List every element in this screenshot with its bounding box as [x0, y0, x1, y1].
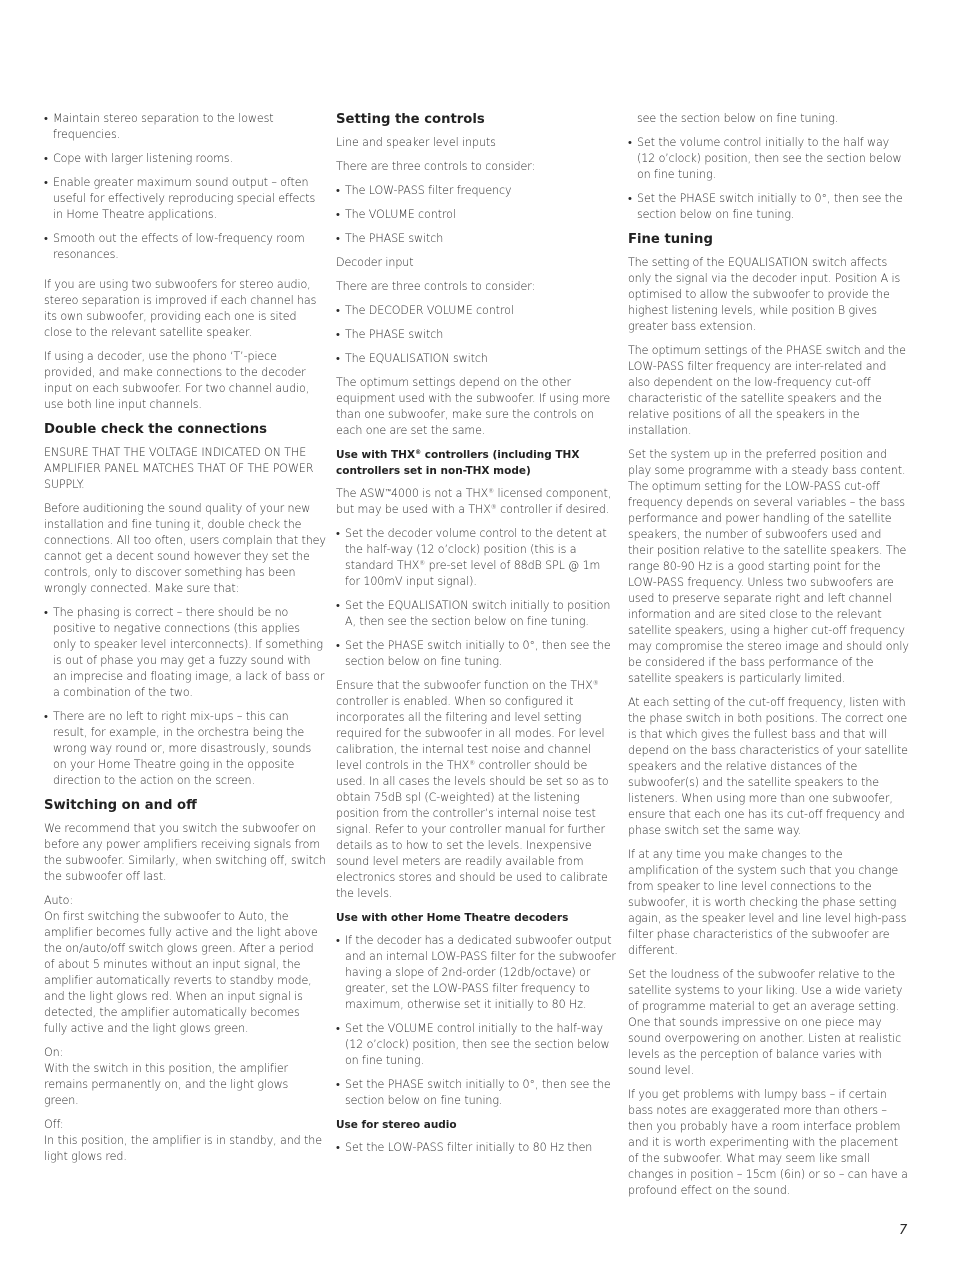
- list-item: • The VOLUME control: [336, 208, 456, 221]
- label-off: Off:: [44, 1118, 64, 1131]
- heading-setting-controls: Setting the controls: [336, 112, 485, 127]
- list-item: • Set the decoder volume control to the detent at the half-way (12 o’clock) position (this is a standard THX® pre-set level of 88dB SPL @ 1m for 100mV input signal).: [336, 527, 607, 588]
- heading-double-check: Double check the connections: [44, 422, 267, 437]
- list-item: • The DECODER VOLUME control: [336, 304, 514, 317]
- list-item: • The LOW-PASS filter frequency: [336, 184, 512, 197]
- paragraph: If you are using two subwoofers for stereo audio, stereo separation is improved if each channel has its own subwoofer, providing each one is sited close to the relevant satellite speaker.: [44, 278, 317, 339]
- paragraph-off: In this position, the amplifier is in standby, and the light glows red.: [44, 1134, 322, 1163]
- heading-other-decoders: Use with other Home Theatre decoders: [336, 912, 569, 924]
- list-item: • Smooth out the effects of low-frequency room resonances.: [44, 232, 305, 261]
- column-3: [628, 111, 910, 1207]
- subheading-line-inputs: Line and speaker level inputs: [336, 136, 496, 149]
- paragraph: If you get problems with lumpy bass – if certain bass notes are exaggerated more than others – then you probably have a room interface problem and it is worth experimenting with the placement of the subwoofer. What may seem like small changes in position – 15cm (6in) or so – can have a profound effect on the sound.: [628, 1088, 908, 1197]
- list-item: • The EQUALISATION switch: [336, 352, 488, 365]
- paragraph-auto: On first switching the subwoofer to Auto, the amplifier becomes fully active and the light above the on/auto/off switch glows green. After a period of about 5 minutes without an input signal, the amplifier automatically reverts to standby mode, and the light glows red. When an input signal is detected, the amplifier automatically becomes fully active and the light glows green.: [44, 910, 318, 1035]
- list-item: • The phasing is correct – there should be no positive to negative connections (this applies only to speaker level interconnects). If something is out of phase you may get a fuzzy sound with an imprecise and floating image, a lack of bass or a combination of the two.: [44, 606, 325, 699]
- paragraph: Ensure that the subwoofer function on the THX® controller is enabled. When so configured it incorporates all the filtering and level setting required for the subwoofer in all modes. For level calibration, the internal test noise and channel level controls in the THX® controller should be used. In all cases the levels should be set so as to obtain 75dB spl (C-weighted) at the listening position from the controller’s internal noise test signal. Refer to your controller manual for further details as to how to set the levels. Inexpensive sound level meters are readily available from electronics stores and should be used to calibrate the levels.: [336, 679, 609, 900]
- paragraph: We recommend that you switch the subwoofer on before any power amplifiers receiving signals from the subwoofer. Similarly, when switching off, switch the subwoofer off last.: [44, 822, 326, 883]
- list-item: • There are no left to right mix-ups – this can result, for example, in the orchestra being the wrong way round or, more disastrously, sounds on your Home Theatre going in the opposite direction to the action on the screen.: [44, 710, 312, 787]
- list-item: • Set the PHASE switch initially to 0°, then see the section below on fine tuning.: [336, 1078, 611, 1107]
- paragraph: Before auditioning the sound quality of your new installation and fine tuning it, double check the connections. All too often, users complain that they cannot get a decent sound however they set the controls, only to discover something has been wrongly connected. Make sure that:: [44, 502, 326, 595]
- paragraph: There are three controls to consider:: [336, 280, 536, 293]
- paragraph: There are three controls to consider:: [336, 160, 536, 173]
- list-item: • Set the PHASE switch initially to 0°, then see the section below on fine tuning.: [628, 192, 903, 221]
- label-on: On:: [44, 1046, 64, 1059]
- list-item: • Set the EQUALISATION switch initially to position A, then see the section below on fine tuning.: [336, 599, 611, 628]
- list-item-continued: see the section below on fine tuning.: [637, 112, 839, 125]
- paragraph: If at any time you make changes to the amplification of the system such that you change from speaker to line level connections to the subwoofer, it is worth checking the phase setting again, as the speaker level and line level high-pass filter phase characteristics of the subwoofer are different.: [628, 848, 907, 957]
- column-1: [44, 111, 326, 1173]
- paragraph: If using a decoder, use the phono ‘T’-piece provided, and make connections to the decoder input on each subwoofer. For two channel audio, use both line input channels.: [44, 350, 310, 411]
- heading-fine-tuning: Fine tuning: [628, 232, 713, 247]
- bullet-list-benefits: [44, 111, 326, 263]
- label-auto: Auto:: [44, 894, 73, 907]
- paragraph: The ASW™4000 is not a THX® licensed component, but may be used with a THX® controller if desired.: [336, 487, 612, 516]
- paragraph: Set the loudness of the subwoofer relative to the satellite systems to your liking. Use a wide variety of programme material to get an average setting. One that sounds impressive on one piece may sound overpowering on another. Listen at realistic levels as the perception of balance varies with sound level.: [628, 968, 903, 1077]
- list-item: • Cope with larger listening rooms.: [44, 152, 233, 165]
- list-item: • Enable greater maximum sound output – often useful for effectively reproducing special effects in Home Theatre applications.: [44, 176, 316, 221]
- paragraph-on: With the switch in this position, the amplifier remains permanently on, and the light glows green.: [44, 1062, 289, 1107]
- list-item: • Set the LOW-PASS filter initially to 80 Hz then: [336, 1141, 593, 1154]
- paragraph: The optimum settings depend on the other equipment used with the subwoofer. If using more than one subwoofer, make sure the controls on each one are set the same.: [336, 376, 611, 437]
- list-item: • The PHASE switch: [336, 232, 444, 245]
- list-item: • If the decoder has a dedicated subwoofer output and an internal LOW-PASS filter for the subwoofer having a slope of 2nd-order (12db/octave) or greater, set the LOW-PASS filter frequency to maximum, otherwise set it initially to 80 Hz.: [336, 934, 616, 1011]
- list-item: • Set the VOLUME control initially to the half-way (12 o’clock) position, then see the section below on fine tuning.: [336, 1022, 610, 1067]
- list-item: • Set the PHASE switch initially to 0°, then see the section below on fine tuning.: [336, 639, 611, 668]
- paragraph-voltage-warning: ENSURE THAT THE VOLTAGE INDICATED ON THE AMPLIFIER PANEL MATCHES THAT OF THE POWER SUPPLY.: [44, 446, 314, 491]
- paragraph: At each setting of the cut-off frequency, listen with the phase switch in both positions. The correct one is that which gives the fullest bass and that will depend on the bass characteristics of your satellite speakers and the relative distances of the subwoofer(s) and the satellite speakers to the listeners. When using more than one subwoofer, ensure that each one has its cut-off frequency and phase switch set the same way.: [628, 696, 908, 837]
- paragraph: The setting of the EQUALISATION switch affects only the signal via the decoder input. Position A is optimised to allow the subwoofer to provide the highest listening levels, while position B gives greater bass extension.: [628, 256, 901, 333]
- column-2: [336, 111, 618, 1164]
- heading-switching: Switching on and off: [44, 798, 197, 813]
- subheading-decoder-input: Decoder input: [336, 256, 414, 269]
- heading-thx: Use with THX® controllers (including THX controllers set in non-THX mode): [336, 449, 580, 477]
- paragraph: Set the system up in the preferred position and play some programme with a steady bass content. The optimum setting for the LOW-PASS cut-off frequency depends on several variables – the bass performance and power handling of the satellite speakers, the number of subwoofers used and their position relative to the satellite speakers. The range 80-90 Hz is a good starting point for the LOW-PASS frequency. Unless two subwoofers are used to preserve separate right and left channel information and are sited close to the relevant satellite speakers, using a higher cut-off frequency may compromise the stereo image and should only be considered if the bass performance of the satellite speakers is particularly limited.: [628, 448, 909, 685]
- page-number: 7: [899, 1223, 908, 1238]
- paragraph: The optimum settings of the PHASE switch and the LOW-PASS filter frequency are inter-related and also dependent on the low-frequency cut-off characteristic of the satellite speakers and the relative positions of all the speakers in the installation.: [628, 344, 906, 437]
- list-item: • The PHASE switch: [336, 328, 444, 341]
- list-item: • Maintain stereo separation to the lowest frequencies.: [44, 112, 274, 141]
- list-item: • Set the volume control initially to the half way (12 o’clock) position, then see the section below on fine tuning.: [628, 136, 902, 181]
- heading-stereo-audio: Use for stereo audio: [336, 1119, 457, 1131]
